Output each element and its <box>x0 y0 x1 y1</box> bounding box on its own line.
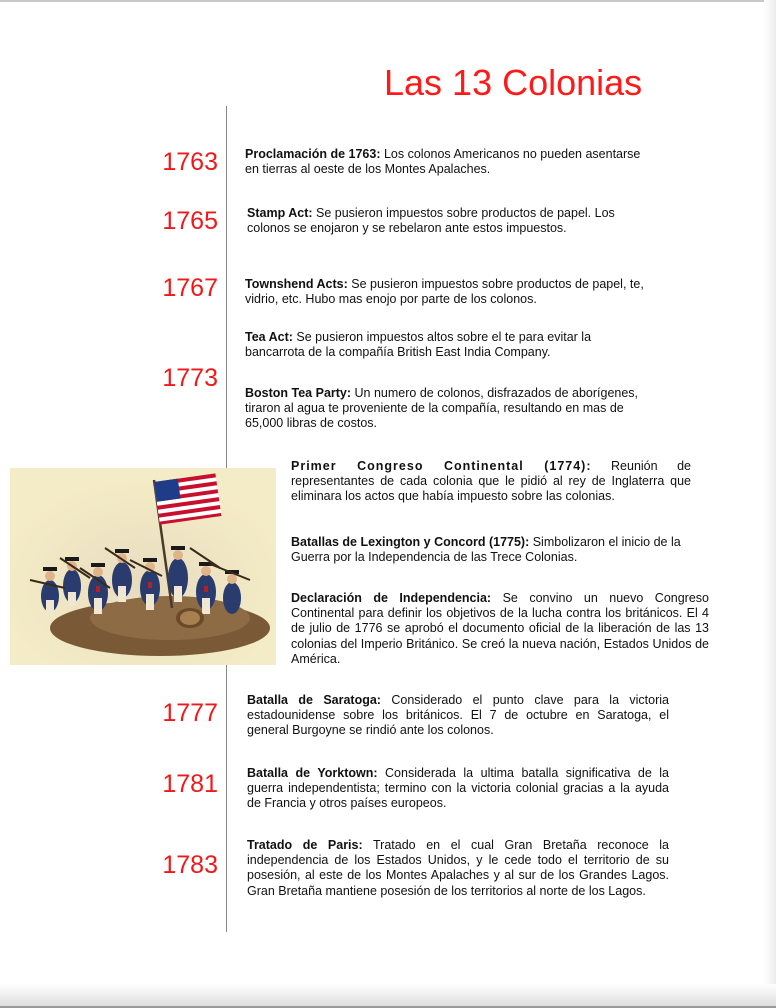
event-yorktown <box>247 766 669 812</box>
event-text: Se pusieron impuestos sobre productos de papel. Los colonos se enojaron y se rebelaron ante estos impuestos. <box>247 206 615 236</box>
year-1773: 1773 <box>162 364 218 392</box>
page-bottom-edge <box>0 984 776 1008</box>
event-tea-act <box>245 330 650 360</box>
event-text: Tratado en el cual Gran Bretaña reconoce la independencia de los Estados Unidos, y le cede todo el territorio de su posesión, al este de los Montes Apalaches y al sur de los Grandes Lagos. Gran Bretaña mantiene posesión de los territorios al norte de los Lagos. <box>247 838 669 898</box>
page-top-border <box>0 0 776 2</box>
event-heading: Tea Act: <box>245 330 293 344</box>
event-text: Se pusieron impuestos altos sobre el te para evitar la bancarrota de la compañía British East India Company. <box>245 330 592 360</box>
year-1777: 1777 <box>162 699 218 727</box>
event-text: Los colonos Americanos no pueden asentarse en tierras al oeste de los Montes Apalaches. <box>245 147 641 177</box>
event-text: Un numero de colonos, disfrazados de aborígenes, tiraron al agua te proveniente de la compañía, resultando en mas de 65,000 libras de costos. <box>245 386 639 431</box>
event-heading: Boston Tea Party: <box>245 386 352 400</box>
event-lexington-concord <box>291 535 691 565</box>
event-boston-tea-party <box>245 386 650 432</box>
page-title: Las 13 Colonias <box>384 62 643 103</box>
event-heading: Tratado de Paris: <box>247 838 363 852</box>
event-heading: Batalla de Yorktown: <box>247 766 378 780</box>
event-heading: Primer Congreso Continental (1774): <box>291 459 592 473</box>
year-1765: 1765 <box>162 207 218 235</box>
event-heading: Batalla de Saratoga: <box>247 693 381 707</box>
event-heading: Proclamación de 1763: <box>245 147 381 161</box>
event-text: Simbolizaron el inicio de la Guerra por la Independencia de las Trece Colonias. <box>291 535 681 565</box>
event-townshend-acts <box>245 277 650 307</box>
year-1783: 1783 <box>162 851 218 879</box>
year-1763: 1763 <box>162 148 218 176</box>
event-first-continental-congress <box>291 459 691 505</box>
year-1767: 1767 <box>162 274 218 302</box>
event-text: Se convino un nuevo Congreso Continental para definir los objetivos de la lucha contra los británicos. El 4 de julio de 1776 se aprobó el documento oficial de la liberación de las 13 colonias del Imperio Británico. Se creó la nueva nación, Estados Unidos de América. <box>291 591 709 666</box>
event-stamp-act <box>247 206 615 236</box>
page-right-edge <box>764 0 776 1008</box>
event-heading: Declaración de Independencia: <box>291 591 492 605</box>
event-text: Se pusieron impuestos sobre productos de papel, te, vidrio, etc. Hubo mas enojo por parte de los colonos. <box>245 277 644 307</box>
event-text: Considerado el punto clave para la victoria estadounidense sobre los británicos. El 7 de octubre en Saratoga, el general Burgoyne se rindió ante los colonos. <box>247 693 669 738</box>
year-1781: 1781 <box>162 770 218 798</box>
event-text: Reunión de representantes de cada colonia que le pidió al rey de Inglaterra que eliminara los actos que había impuesto sobre las colonias. <box>291 459 691 504</box>
event-heading: Townshend Acts: <box>245 277 348 291</box>
event-text: Considerada la ultima batalla significativa de la guerra independentista; termino con la victoria colonial gracias a la ayuda de Francia y otros países europeos. <box>247 766 670 811</box>
event-saratoga <box>247 693 669 739</box>
event-heading: Stamp Act: <box>247 206 313 220</box>
flag <box>154 473 221 524</box>
event-proclamation <box>245 147 645 177</box>
event-heading: Batallas de Lexington y Concord (1775): <box>291 535 530 549</box>
event-treaty-of-paris <box>247 838 669 899</box>
revolutionary-war-painting <box>10 468 276 665</box>
event-declaration-of-independence <box>291 591 709 667</box>
battle-scene-illustration <box>10 468 276 665</box>
